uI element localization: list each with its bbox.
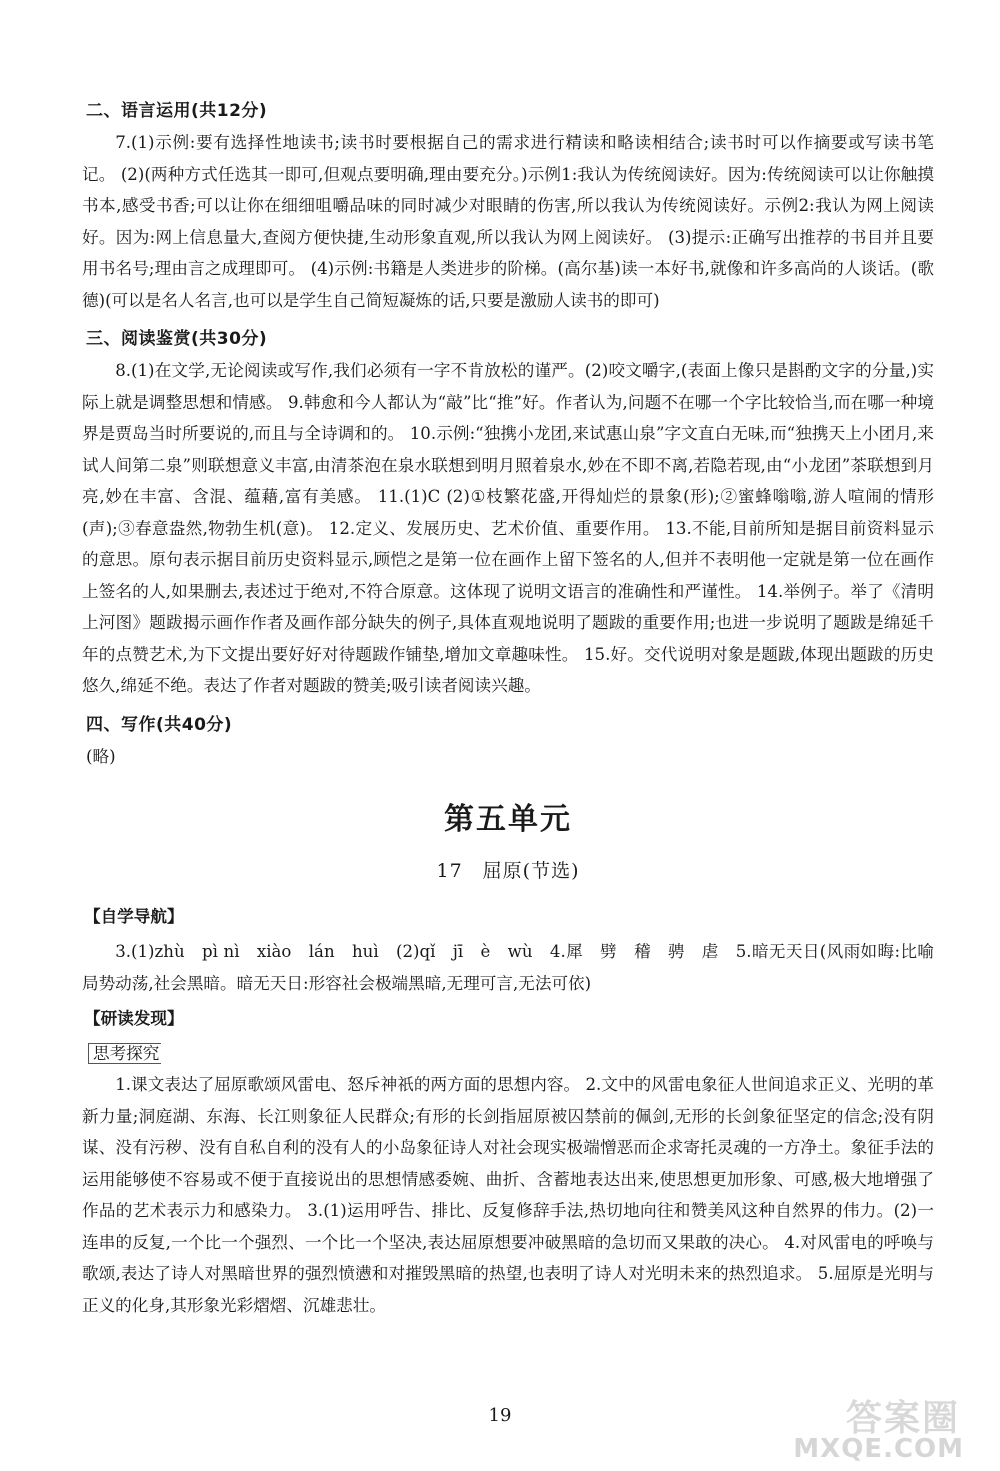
think-explore-heading — [88, 1038, 934, 1069]
answer-paragraph-q7: 7.(1)示例:要有选择性地读书;读书时要根据自己的需求进行精读和略读相结合;读书时可以作摘要或写读书笔记。 (2)(两种方式任选其一即可,但观点要明确,理由要充分。)示例1:我认为传统阅读好。因为:传统阅读可以让你触摸书本,感受书香;可以让你在细细咀嚼品味的同时减少对眼睛的伤害,所以我认为传统阅读好。示例2:我认为网上阅读好。因为:网上信息量大,查阅方便快捷,生动形象直观,所以我认为网上阅读好。 (3)提示:正确写出推荐的书目并且要用书名号;理由言之成理即可。 (4)示例:书籍是人类进步的阶梯。(高尔基)读一本好书,就像和许多高尚的人谈话。(歌德)(可以是名人名言,也可以是学生自己简短凝炼的话,只要是激励人读书的即可) — [82, 133, 934, 310]
document-page — [82, 88, 934, 1321]
think-explore-label: 思考探究 — [88, 1043, 161, 1064]
watermark-bottom-text: MXQE.COM — [793, 1434, 964, 1464]
self-study-heading: 【自学导航】 — [84, 907, 184, 926]
research-answers: 1.课文表达了屈原歌颂风雷电、怒斥神祇的两方面的思想内容。 2.文中的风雷电象征人世间追求正义、光明的革新力量;洞庭湖、东海、长江则象征人民群众;有形的长剑指屈原被囚禁前的佩剑,无形的长剑象征坚定的信念;没有阴谋、没有污秽、没有自私自利的没有人的小岛象征诗人对社会现实极端憎恶而企求寄托灵魂的一方净土。象征手法的运用能够使不容易或不便于直接说出的思想情感委婉、曲折、含蓄地表达出来,使思想更加形象、可感,极大地增强了作品的艺术表示力和感染力。 3.(1)运用呼告、排比、反复修辞手法,热切地向往和赞美风这种自然界的伟力。(2)一连串的反复,一个比一个强烈、一个比一个坚决,表达屈原想要冲破黑暗的急切而又果敢的决心。 4.对风雷电的呼唤与歌颂,表达了诗人对黑暗世界的强烈愤懑和对摧毁黑暗的热望,也表明了诗人对光明未来的热烈追求。 5.屈原是光明与正义的化身,其形象光彩熠熠、沉雄悲壮。 — [82, 1075, 934, 1315]
writing-omitted: (略) — [86, 746, 116, 766]
lesson-title: 17 屈原(节选) — [436, 860, 580, 882]
research-heading: 【研读发现】 — [84, 1009, 184, 1028]
self-study-answers: 3.(1)zhù pì nì xiào lán huì (2)qǐ jī è wù 4.犀 劈 稽 骋 虐 5.暗无天日(风雨如晦:比喻局势动荡,社会黑暗。暗无天日:形容社会极端黑暗,无理可言,无法可依) — [82, 942, 934, 993]
section-heading-writing: 四、写作(共40分) — [86, 714, 233, 735]
page-number: 19 — [488, 1405, 512, 1426]
watermark-logo — [770, 1390, 970, 1470]
answer-paragraph-q8-15: 8.(1)在文学,无论阅读或写作,我们必须有一字不肯放松的谨严。(2)咬文嚼字,(表面上像只是斟酌文字的分量,)实际上就是调整思想和情感。 9.韩愈和今人都认为“敲”比“推”好。作者认为,问题不在哪一个字比较恰当,而在哪一种境界是贾岛当时所要说的,而且与全诗调和的。 10.示例:“独携小龙团,来试惠山泉”字文直白无味,而“独携天上小团月,来试人间第二泉”则联想意义丰富,由清茶泡在泉水联想到明月照着泉水,妙在不即不离,若隐若现,由“小龙团”茶联想到月亮,妙在丰富、含混、蕴藉,富有美感。 11.(1)C (2)①枝繁花盛,开得灿烂的景象(形);②蜜蜂嗡嗡,游人喧闹的情形(声);③春意盎然,物勃生机(意)。 12.定义、发展历史、艺术价值、重要作用。 13.不能,目前所知是据目前资料显示的意思。原句表示据目前历史资料显示,顾恺之是第一位在画作上留下签名的人,但并不表明他一定就是第一位在画作上签名的人,如果删去,表述过于绝对,不符合原意。这体现了说明文语言的准确性和严谨性。 14.举例子。举了《清明上河图》题跋揭示画作作者及画作部分缺失的例子,具体直观地说明了题跋的重要作用;也进一步说明了题跋是绵延千年的点赞艺术,为下文提出要好好对待题跋作铺垫,增加文章趣味性。 15.好。交代说明对象是题跋,体现出题跋的历史悠久,绵延不绝。表达了作者对题跋的赞美;吸引读者阅读兴趣。 — [82, 361, 934, 695]
section-heading-language-use: 二、语言运用(共12分) — [86, 101, 268, 121]
unit-title: 第五单元 — [444, 802, 572, 837]
section-heading-reading: 三、阅读鉴赏(共30分) — [86, 329, 268, 349]
watermark-top-text: 答案圈 — [845, 1398, 960, 1439]
